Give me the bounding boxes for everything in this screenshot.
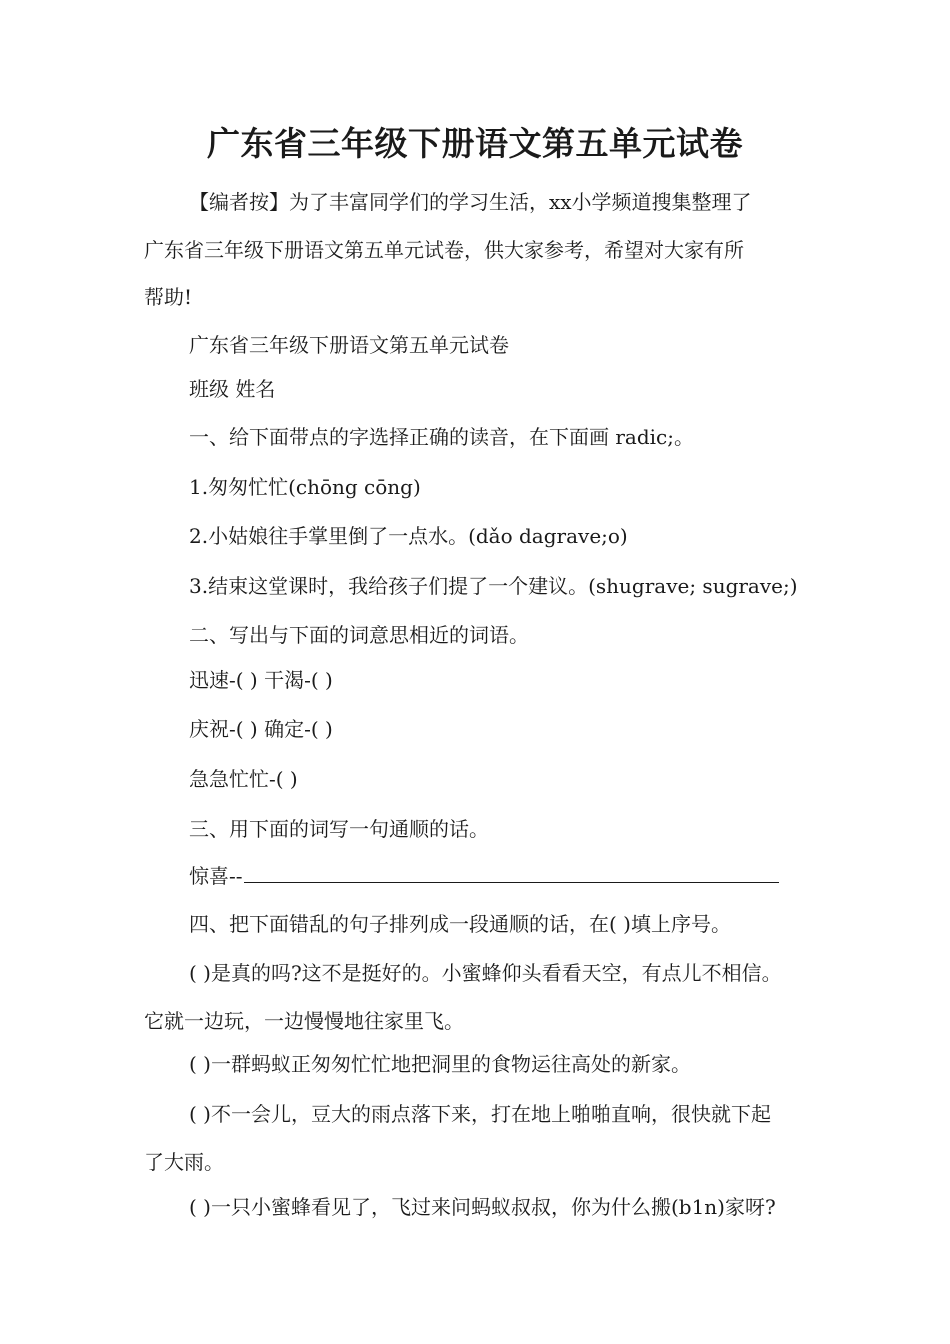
intro-line-3: 帮助! — [144, 285, 193, 309]
section-4-sentence-3-line-1: ( )不一会儿，豆大的雨点落下来，打在地上啪啪直响，很快就下起 — [189, 1102, 771, 1126]
section-2-row-2: 庆祝-( ) 确定-( ) — [189, 717, 333, 741]
section-2-heading: 二、写出与下面的词意思相近的词语。 — [189, 623, 529, 647]
intro-line-1: 【编者按】为了丰富同学们的学习生活，xx小学频道搜集整理了 — [189, 190, 752, 214]
section-1-question-3: 3.结束这堂课时，我给孩子们提了一个建议。(shugrave; sugrave;) — [189, 574, 798, 598]
section-4-sentence-2: ( )一群蚂蚁正匆匆忙忙地把洞里的食物运往高处的新家。 — [189, 1052, 691, 1076]
section-4-sentence-1-line-2: 它就一边玩，一边慢慢地往家里飞。 — [144, 1009, 464, 1033]
section-1-heading: 一、给下面带点的字选择正确的读音，在下面画 radic;。 — [189, 425, 694, 449]
section-4-sentence-3-line-2: 了大雨。 — [144, 1150, 224, 1174]
section-4-heading: 四、把下面错乱的句子排列成一段通顺的话，在( )填上序号。 — [189, 912, 731, 936]
section-2-row-3: 急急忙忙-( ) — [189, 767, 298, 791]
section-1-question-2: 2.小姑娘往手掌里倒了一点水。(dǎo dagrave;o) — [189, 524, 628, 548]
section-4-sentence-4: ( )一只小蜜蜂看见了，飞过来问蚂蚁叔叔，你为什么搬(b1n)家呀? — [189, 1195, 776, 1219]
section-3-heading: 三、用下面的词写一句通顺的话。 — [189, 817, 489, 841]
class-name-line: 班级 姓名 — [189, 377, 276, 401]
answer-blank — [244, 860, 779, 883]
section-2-row-1: 迅速-( ) 干渴-( ) — [189, 668, 333, 692]
intro-line-2: 广东省三年级下册语文第五单元试卷，供大家参考，希望对大家有所 — [144, 238, 744, 262]
section-3-answer-line — [189, 860, 779, 890]
exam-subtitle: 广东省三年级下册语文第五单元试卷 — [189, 333, 509, 357]
section-1-question-1: 1.匆匆忙忙(chōng cōng) — [189, 475, 421, 499]
section-3-prompt: 惊喜-- — [189, 864, 243, 888]
document-title: 广东省三年级下册语文第五单元试卷 — [207, 124, 743, 163]
section-4-sentence-1-line-1: ( )是真的吗?这不是挺好的。小蜜蜂仰头看看天空，有点儿不相信。 — [189, 961, 782, 985]
